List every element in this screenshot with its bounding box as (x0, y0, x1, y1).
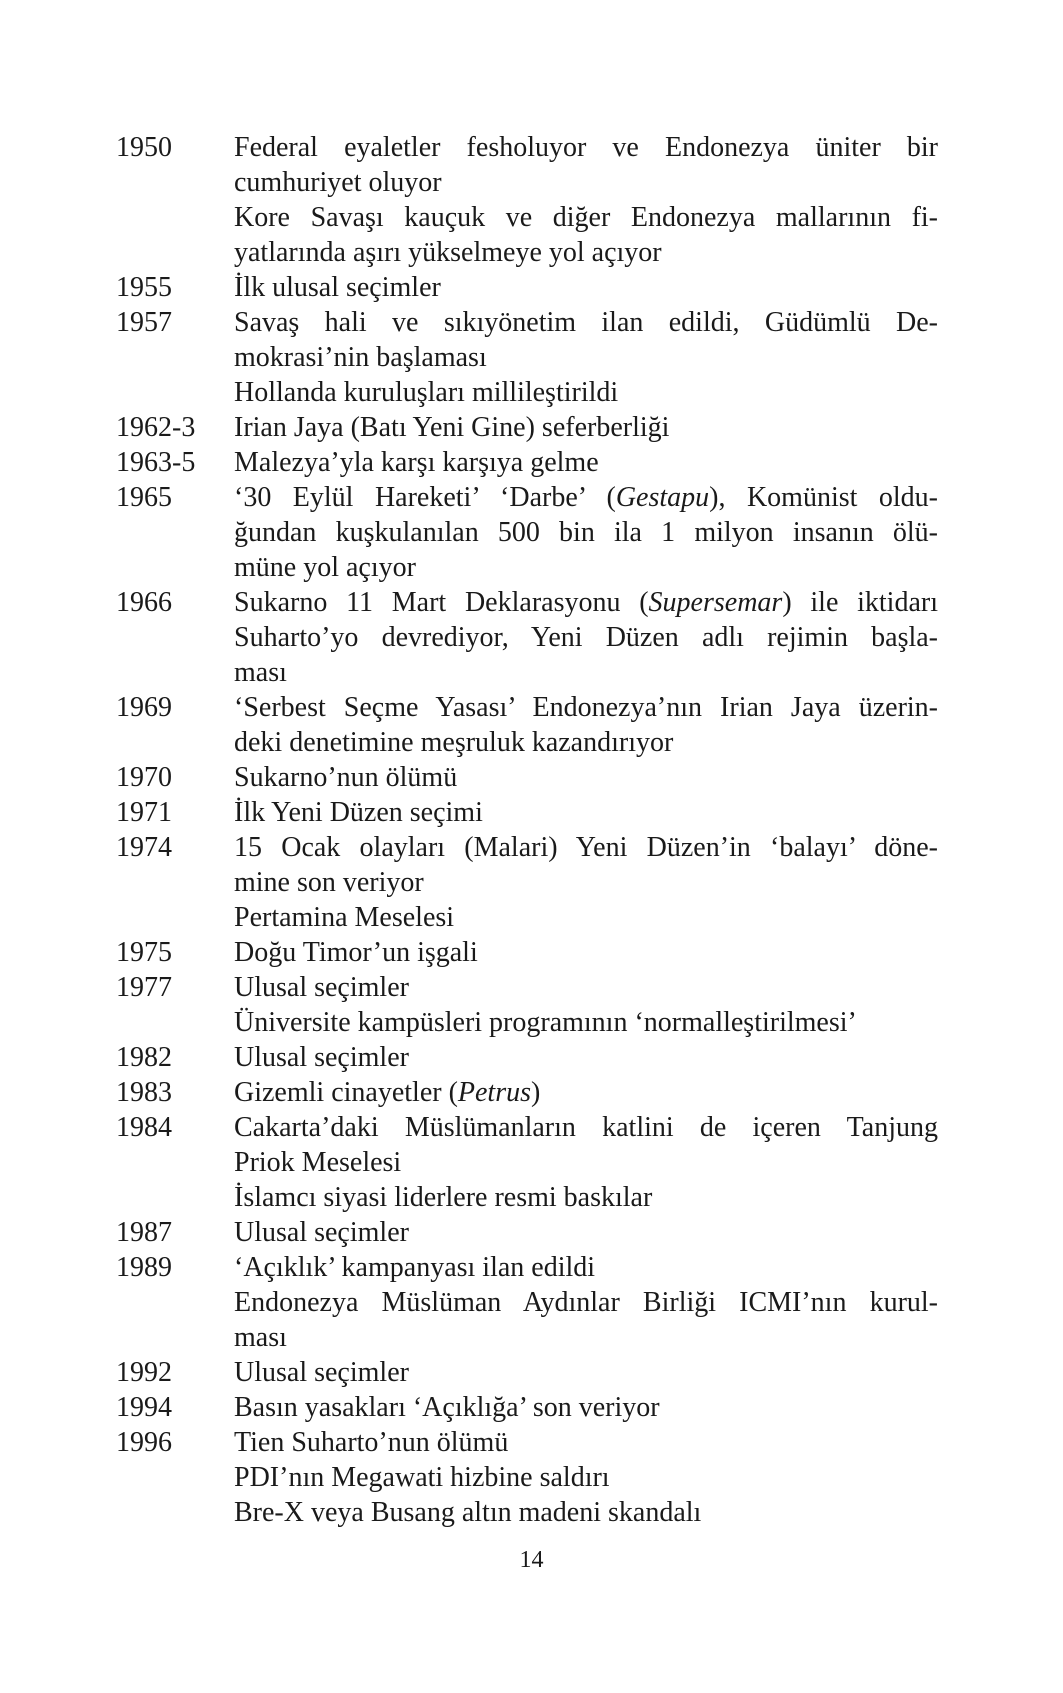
event-text: ) (531, 1077, 541, 1108)
entry-events (234, 1110, 938, 1215)
entry-year: 1977 (116, 972, 172, 1003)
chronology-entry (116, 270, 938, 305)
entry-events (234, 760, 938, 795)
page-number: 14 (519, 1547, 544, 1573)
chronology-entry (116, 795, 938, 830)
chronology-entry (116, 1390, 938, 1425)
entry-events (234, 935, 938, 970)
event-italic-term: Gestapu (615, 482, 710, 513)
event-line: Ulusal seçimler (234, 1217, 409, 1248)
event-line (234, 480, 938, 515)
event-line: Bre-X veya Busang altın madeni skandalı (234, 1497, 702, 1528)
entry-year: 1989 (116, 1252, 172, 1283)
event-line: Ulusal seçimler (234, 972, 409, 1003)
entry-year: 1992 (116, 1357, 172, 1388)
chronology-entry (116, 1110, 938, 1215)
event-line: Hollanda kuruluşları millileştirildi (234, 377, 619, 408)
event-text: ‘30 Eylül Hareketi’ ‘Darbe’ ( (234, 482, 616, 513)
entry-year: 1975 (116, 937, 172, 968)
event-line: Irian Jaya (Batı Yeni Gine) seferberliği (234, 412, 670, 443)
chronology-entry (116, 480, 938, 585)
event-line: Ulusal seçimler (234, 1357, 409, 1388)
entry-events (234, 1425, 938, 1530)
chronology-entry (116, 1355, 938, 1390)
event-line: Tien Suharto’nun ölümü (234, 1427, 509, 1458)
chronology-entry (116, 1425, 938, 1530)
event-line: PDI’nın Megawati hizbine saldırı (234, 1462, 610, 1493)
event-line: Üniversite kampüsleri programının ‘normalleştirilmesi’ (234, 1007, 857, 1038)
entry-year: 1966 (116, 587, 172, 618)
entry-year: 1996 (116, 1427, 172, 1458)
entry-year: 1970 (116, 762, 172, 793)
event-line: Cakarta’daki Müslümanların katlini de içeren Tanjung (234, 1112, 938, 1143)
event-line: 15 Ocak olayları (Malari) Yeni Düzen’in ‘balayı’ döne- (234, 832, 938, 863)
entry-year: 1983 (116, 1077, 172, 1108)
entry-events (234, 1250, 938, 1355)
event-line: Suharto’yo devrediyor, Yeni Düzen adlı rejimin başla- (234, 622, 938, 653)
event-line: mokrasi’nin başlaması (234, 342, 487, 373)
event-line: Federal eyaletler fesholuyor ve Endonezya üniter bir (234, 132, 938, 163)
entry-year: 1950 (116, 132, 172, 163)
event-italic-term: Supersemar (648, 587, 783, 618)
event-line: Malezya’yla karşı karşıya gelme (234, 447, 599, 478)
entry-events (234, 585, 938, 690)
event-text: ) ile iktidarı (782, 587, 938, 618)
entry-year: 1974 (116, 832, 172, 863)
event-line: Kore Savaşı kauçuk ve diğer Endonezya mallarının fi- (234, 202, 938, 233)
event-line: İslamcı siyasi liderlere resmi baskılar (234, 1182, 653, 1213)
chronology-entry (116, 1250, 938, 1355)
entry-year: 1984 (116, 1112, 172, 1143)
chronology-entry (116, 935, 938, 970)
event-line: Endonezya Müslüman Aydınlar Birliği ICMI’nın kurul- (234, 1287, 938, 1318)
entry-events (234, 830, 938, 935)
chronology-entry (116, 970, 938, 1040)
entry-events (234, 690, 938, 760)
event-text: Gizemli cinayetler ( (234, 1077, 458, 1108)
event-line: mine son veriyor (234, 867, 424, 898)
entry-events (234, 270, 938, 305)
entry-year: 1994 (116, 1392, 172, 1423)
entry-year: 1965 (116, 482, 172, 513)
event-line: Priok Meselesi (234, 1147, 402, 1178)
entry-year: 1971 (116, 797, 172, 828)
chronology-entry (116, 130, 938, 270)
event-line: ‘Açıklık’ kampanyası ilan edildi (234, 1252, 596, 1283)
entry-year: 1962-3 (116, 412, 196, 443)
event-line: yatlarında aşırı yükselmeye yol açıyor (234, 237, 662, 268)
chronology-entry (116, 410, 938, 445)
entry-events (234, 1075, 938, 1110)
chronology-entry (116, 585, 938, 690)
event-line: ğundan kuşkulanılan 500 bin ila 1 milyon insanın ölü- (234, 517, 938, 548)
entry-events (234, 1390, 938, 1425)
event-line (234, 1075, 938, 1110)
entry-events (234, 305, 938, 410)
event-line: Sukarno’nun ölümü (234, 762, 458, 793)
event-line: İlk Yeni Düzen seçimi (234, 797, 483, 828)
chronology-list (116, 130, 938, 1530)
entry-events (234, 1040, 938, 1075)
event-line: Basın yasakları ‘Açıklığa’ son veriyor (234, 1392, 660, 1423)
chronology-entry (116, 760, 938, 795)
event-line: deki denetimine meşruluk kazandırıyor (234, 727, 674, 758)
event-line: cumhuriyet oluyor (234, 167, 442, 198)
event-line: İlk ulusal seçimler (234, 272, 441, 303)
entry-year: 1982 (116, 1042, 172, 1073)
event-line: Doğu Timor’un işgali (234, 937, 478, 968)
chronology-entry (116, 690, 938, 760)
event-line: müne yol açıyor (234, 552, 416, 583)
entry-events (234, 130, 938, 270)
chronology-entry (116, 1040, 938, 1075)
event-line: ması (234, 657, 287, 688)
event-italic-term: Petrus (457, 1077, 531, 1108)
chronology-entry (116, 830, 938, 935)
entry-events (234, 970, 938, 1040)
entry-events (234, 1355, 938, 1390)
event-text: ), Komünist oldu- (709, 482, 938, 513)
entry-events (234, 1215, 938, 1250)
entry-events (234, 795, 938, 830)
chronology-entry (116, 445, 938, 480)
chronology-entry (116, 305, 938, 410)
entry-year: 1955 (116, 272, 172, 303)
entry-year: 1963-5 (116, 447, 196, 478)
entry-events (234, 445, 938, 480)
entry-events (234, 410, 938, 445)
event-line (234, 585, 938, 620)
event-line: ması (234, 1322, 287, 1353)
chronology-entry (116, 1215, 938, 1250)
entry-events (234, 480, 938, 585)
chronology-entry (116, 1075, 938, 1110)
event-text: Sukarno 11 Mart Deklarasyonu ( (234, 587, 649, 618)
event-line: Pertamina Meselesi (234, 902, 455, 933)
event-line: Savaş hali ve sıkıyönetim ilan edildi, Güdümlü De- (234, 307, 938, 338)
entry-year: 1969 (116, 692, 172, 723)
event-line: Ulusal seçimler (234, 1042, 409, 1073)
event-line: ‘Serbest Seçme Yasası’ Endonezya’nın Irian Jaya üzerin- (234, 692, 938, 723)
entry-year: 1957 (116, 307, 172, 338)
entry-year: 1987 (116, 1217, 172, 1248)
